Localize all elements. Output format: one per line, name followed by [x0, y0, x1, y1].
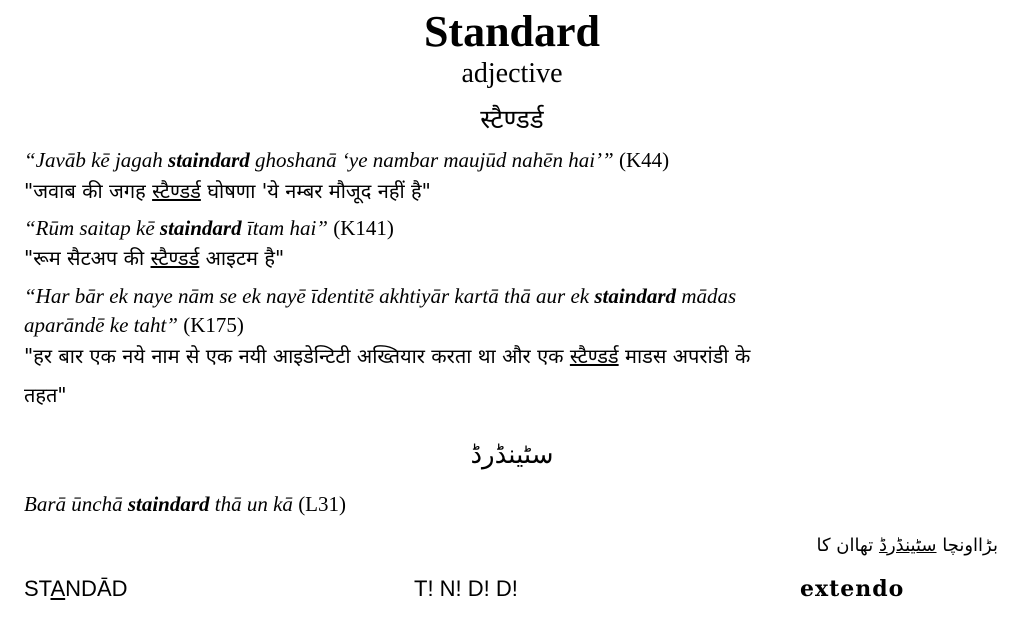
example-3-keyword: staindard — [594, 284, 677, 308]
example-3-hindi-line2 — [24, 381, 67, 408]
example-3-hindi-text-line2: तहत" — [24, 383, 67, 407]
etymology-origin: extendo — [800, 576, 905, 602]
headword: Standard — [423, 7, 601, 56]
urdu-script-text: بڑااونچا — [936, 535, 998, 556]
example-3-hindi-end: माडस अपरांडी के — [618, 344, 751, 368]
urdu-example-text-end: thā un kā — [209, 492, 293, 516]
example-3-hindi-keyword: स्टैण्डर्ड — [569, 344, 619, 368]
example-3-hindi — [24, 342, 750, 369]
example-3-hindi-text: "हर बार एक नये नाम से एक नयी आइडेन्टिटी अख्तियार करता था और एक — [24, 344, 570, 368]
example-1-text: “Javāb kē jagah — [24, 148, 169, 172]
example-1-hindi — [24, 177, 431, 204]
example-1-hindi-text: "जवाब की जगह — [24, 179, 153, 203]
example-3-transliteration-line2 — [24, 313, 244, 338]
urdu-example-script — [816, 535, 998, 556]
example-2-text-end: ītam hai” — [241, 216, 328, 240]
example-2-text: “Rūm saitap kē — [24, 216, 160, 240]
example-2-hindi — [24, 244, 284, 271]
example-1-transliteration — [24, 148, 669, 173]
pronunciation-stress: A — [50, 576, 66, 601]
example-2-hindi-end: आइटम है" — [199, 246, 285, 270]
devanagari-headword: स्टैण्डर्ड — [480, 105, 544, 135]
example-2-hindi-keyword: स्टैण्डर्ड — [150, 246, 200, 270]
pronunciation-start: ST — [24, 576, 51, 601]
example-1-hindi-keyword: स्टैण्डर्ड — [152, 179, 201, 203]
urdu-headword: سٹینڈرڈ — [470, 440, 554, 470]
urdu-example-keyword: staindard — [127, 492, 210, 516]
part-of-speech: adjective — [461, 58, 563, 89]
example-1-keyword: staindard — [168, 148, 250, 172]
example-3-ref: (K175) — [177, 313, 244, 337]
urdu-example-text: Barā ūnchā — [24, 492, 128, 516]
example-2-keyword: staindard — [159, 216, 242, 240]
example-2-hindi-text: "रूम सैटअप की — [24, 246, 151, 270]
example-3-text-end: mādas — [676, 284, 737, 308]
tone-marks: T! N! D! D! — [414, 576, 518, 601]
urdu-example-transliteration — [24, 492, 346, 517]
example-2-transliteration — [24, 216, 394, 241]
pronunciation — [24, 576, 128, 602]
example-3-text: “Har bār ek naye nām se ek nayē īdentitē akhtiyār kartā thā aur ek — [24, 284, 595, 308]
urdu-script-text-end: تھاان کا — [816, 535, 879, 556]
urdu-script-keyword: سٹینڈرڈ — [878, 535, 937, 556]
example-3-transliteration — [24, 284, 736, 309]
example-1-hindi-end: घोषणा 'ये नम्बर मौजूद नहीं है" — [200, 179, 431, 203]
urdu-example-ref: (L31) — [292, 492, 347, 516]
example-3-text-line2: aparāndē ke taht” — [24, 313, 178, 337]
example-1-text-end: ghoshanā ‘ye nambar maujūd nahēn hai’” — [249, 148, 614, 172]
pronunciation-end: NDĀD — [65, 576, 128, 601]
example-1-ref: (K44) — [613, 148, 670, 172]
example-2-ref: (K141) — [327, 216, 394, 240]
